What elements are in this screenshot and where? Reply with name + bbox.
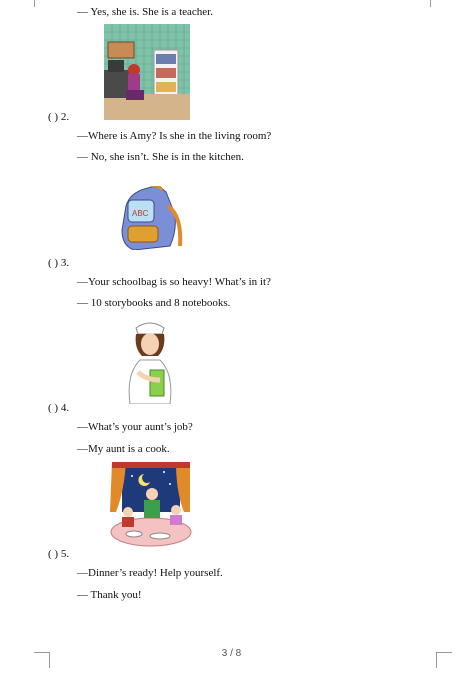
dialogue-line: — Thank you! [77, 589, 142, 601]
schoolbag-label: ABC [132, 209, 149, 218]
dialogue-line: —What’s your aunt’s job? [77, 421, 193, 433]
page-corner-mark [34, 0, 35, 7]
page-number: 3 / 8 [221, 648, 242, 659]
dialogue-line: —Where is Amy? Is she in the living room? [77, 130, 272, 142]
dialogue-line: —Dinner’s ready! Help yourself. [77, 567, 223, 579]
nurse-picture [120, 320, 180, 409]
dialogue-line: —My aunt is a cook. [77, 443, 170, 455]
question-number: ( ) 4. [48, 402, 70, 414]
dialogue-line: — No, she isn’t. She is in the kitchen. [77, 151, 244, 163]
page-corner-mark [430, 0, 431, 7]
question-number: ( ) 3. [48, 257, 70, 269]
dialogue-line: — Yes, she is. She is a teacher. [77, 6, 213, 18]
dialogue-line: —Your schoolbag is so heavy! What’s in it? [77, 276, 271, 288]
question-number: ( ) 2. [48, 111, 70, 123]
study-room-picture [104, 24, 190, 125]
schoolbag-picture [118, 186, 186, 255]
dialogue-line: — 10 storybooks and 8 notebooks. [77, 297, 231, 309]
family-dinner-picture [108, 462, 194, 555]
question-number: ( ) 5. [48, 548, 70, 560]
